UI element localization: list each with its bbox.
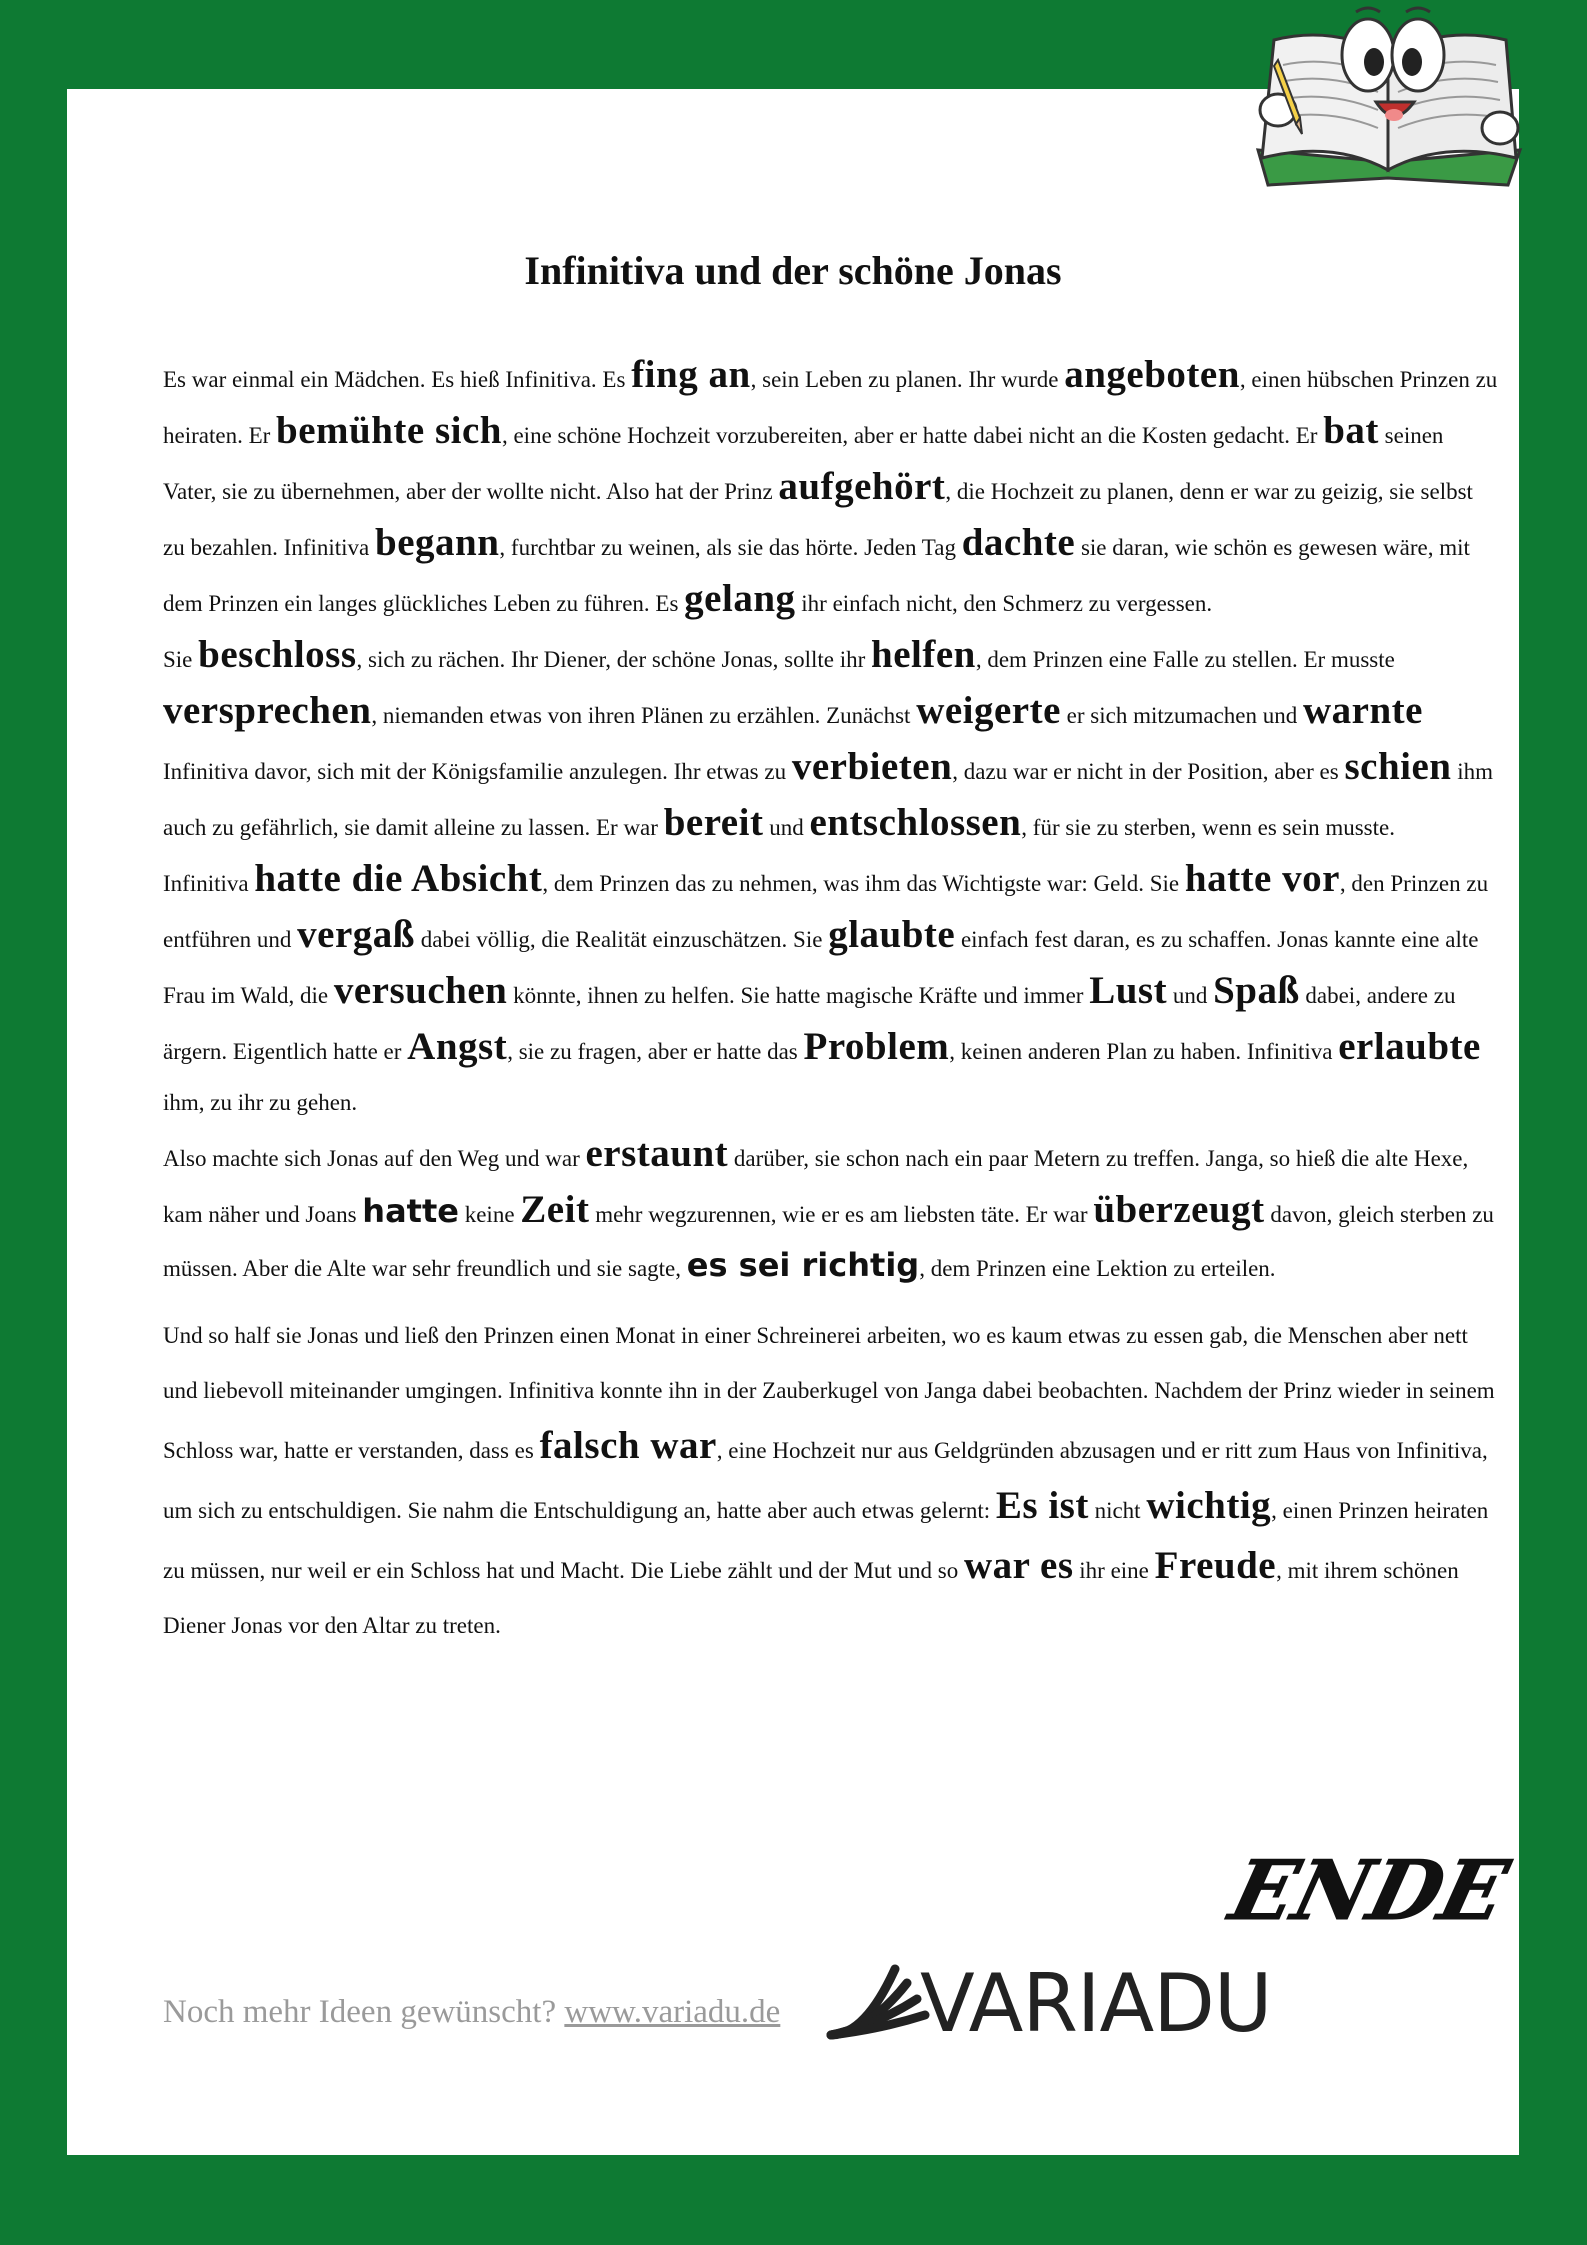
text: nicht	[1088, 1498, 1147, 1523]
website-link[interactable]: www.variadu.de	[564, 1994, 781, 2030]
highlight-word: Spaß	[1213, 969, 1300, 1012]
text: , dazu war er nicht in der Position, aber es	[952, 759, 1345, 784]
text: ihm auch zu gefährlich, sie damit alleine zu lassen. Er war	[163, 759, 1493, 840]
text: sie daran, wie schön es gewesen wäre, mit dem Prinzen ein langes glückliches Leben zu führen. Es	[163, 535, 1470, 616]
story-text	[163, 349, 1498, 1653]
highlight-word: hatte die Absicht	[254, 857, 543, 900]
highlight-word: weigerte	[916, 689, 1061, 732]
text: darüber, sie schon nach ein paar Metern zu treffen. Janga, so hieß die alte Hexe, kam näher und Joans	[163, 1146, 1469, 1227]
text: Sie	[163, 647, 199, 672]
text: , einen hübschen Prinzen zu heiraten. Er	[163, 367, 1498, 448]
highlight-word: beschloss	[198, 633, 357, 676]
highlight-word: hatte	[362, 1192, 459, 1230]
highlight-word: hatte vor	[1184, 857, 1340, 900]
text: dabei völlig, die Realität einzuschätzen. Sie	[414, 927, 829, 952]
ende-signature	[1202, 1839, 1522, 1939]
text: dabei, andere zu ärgern. Eigentlich hatte er	[163, 983, 1456, 1064]
highlight-word: es sei richtig	[686, 1246, 920, 1284]
book-mascot-icon	[1238, 0, 1538, 205]
highlight-word: Problem	[803, 1025, 950, 1068]
text: seinen Vater, sie zu übernehmen, aber der wollte nicht. Also hat der Prinz	[163, 423, 1444, 504]
text: keine	[458, 1202, 521, 1227]
text: ihm, zu ihr zu gehen.	[163, 1090, 358, 1115]
text: , sie zu fragen, aber er hatte das	[507, 1039, 804, 1064]
highlight-word: begann	[375, 521, 500, 564]
logo-text: VARIADU	[920, 1957, 1272, 2049]
footer-prompt-text: Noch mehr Ideen gewünscht?	[163, 1994, 565, 2030]
variadu-logo	[825, 1949, 1345, 2049]
text: , dem Prinzen eine Falle zu stellen. Er musste	[975, 647, 1395, 672]
highlight-word: erlaubte	[1338, 1025, 1481, 1068]
highlight-word: entschlossen	[809, 801, 1022, 844]
story-title: Infinitiva und der schöne Jonas	[524, 248, 1062, 293]
text: Infinitiva davor, sich mit der Königsfamilie anzulegen. Ihr etwas zu	[163, 759, 792, 784]
paragraph-4	[163, 1128, 1498, 1294]
text: , sein Leben zu planen. Ihr wurde	[750, 367, 1065, 392]
highlight-word: bat	[1323, 409, 1379, 452]
text: Und so half sie Jonas und ließ den Prinzen einen Monat in einer Schreinerei arbeiten, wo es kaum etwas zu essen gab, die Menschen aber nett und liebevoll miteinander umgingen. Infinitiva konnte ihn in der Zauberkugel von Janga dabei beobachten. Nachdem der Prinz wieder in seinem Schloss war, hatte er verstanden, dass es	[163, 1323, 1495, 1463]
footer-prompt	[163, 1994, 780, 2031]
paragraph-5	[163, 1308, 1498, 1653]
highlight-word: war es	[964, 1544, 1074, 1587]
text: , niemanden etwas von ihren Plänen zu erzählen. Zunächst	[371, 703, 917, 728]
highlight-word: erstaunt	[585, 1132, 729, 1175]
text: Es war einmal ein Mädchen. Es hieß Infinitiva. Es	[163, 367, 632, 392]
highlight-word: dachte	[961, 521, 1076, 564]
highlight-word: warnte	[1302, 689, 1423, 732]
highlight-word: bereit	[663, 801, 764, 844]
text: , sich zu rächen. Ihr Diener, der schöne Jonas, sollte ihr	[356, 647, 872, 672]
text: , dem Prinzen das zu nehmen, was ihm das Wichtigste war: Geld. Sie	[542, 871, 1185, 896]
text: , mit ihrem schönen Diener Jonas vor den Altar zu treten.	[163, 1558, 1459, 1638]
paragraph-3	[163, 853, 1498, 1128]
text: ihr einfach nicht, den Schmerz zu vergessen.	[795, 591, 1213, 616]
text: und	[763, 815, 810, 840]
highlight-word: aufgehört	[778, 465, 946, 508]
text: , furchtbar zu weinen, als sie das hörte. Jeden Tag	[499, 535, 962, 560]
highlight-word: helfen	[871, 633, 976, 676]
highlight-word: versprechen	[163, 689, 372, 732]
highlight-word: falsch war	[539, 1424, 717, 1467]
highlight-word: überzeugt	[1093, 1188, 1265, 1231]
text: , den Prinzen zu entführen und	[163, 871, 1489, 952]
text: Infinitiva	[163, 871, 255, 896]
paragraph-1	[163, 349, 1498, 629]
text: könnte, ihnen zu helfen. Sie hatte magische Kräfte und immer	[507, 983, 1090, 1008]
text: davon, gleich sterben zu müssen. Aber die Alte war sehr freundlich und sie sagte,	[163, 1202, 1494, 1281]
highlight-word: glaubte	[828, 913, 956, 956]
text: mehr wegzurennen, wie er es am liebsten täte. Er war	[589, 1202, 1094, 1227]
highlight-word: Zeit	[520, 1188, 590, 1231]
highlight-word: gelang	[684, 577, 796, 620]
highlight-word: vergaß	[297, 913, 415, 956]
highlight-word: fing an	[631, 353, 751, 396]
text: , die Hochzeit zu planen, denn er war zu geizig, sie selbst zu bezahlen. Infinitiva	[163, 479, 1473, 560]
highlight-word: wichtig	[1146, 1484, 1272, 1527]
logo-swoosh-icon	[831, 1969, 925, 2035]
text: Also machte sich Jonas auf den Weg und war	[163, 1146, 586, 1171]
text: und	[1167, 983, 1214, 1008]
highlight-word: bemühte sich	[276, 409, 502, 452]
highlight-word: schien	[1344, 745, 1452, 788]
text: , dem Prinzen eine Lektion zu erteilen.	[919, 1256, 1276, 1281]
ende-text: ENDE	[1221, 1842, 1517, 1939]
text: ihr eine	[1073, 1558, 1155, 1583]
text: einfach fest daran, es zu schaffen. Jonas kannte eine alte Frau im Wald, die	[163, 927, 1479, 1008]
paragraph-2	[163, 629, 1498, 853]
text: , keinen anderen Plan zu haben. Infinitiva	[949, 1039, 1339, 1064]
worksheet-page	[67, 89, 1519, 2155]
text: , für sie zu sterben, wenn es sein musste.	[1021, 815, 1395, 840]
text: , eine Hochzeit nur aus Geldgründen abzusagen und er ritt zum Haus von Infinitiva, um sich zu entschuldigen. Sie nahm die Entschuldigung an, hatte aber auch etwas gelernt:	[163, 1438, 1488, 1523]
highlight-word: Angst	[407, 1025, 508, 1068]
text: er sich mitzumachen und	[1060, 703, 1303, 728]
highlight-word: angeboten	[1064, 353, 1240, 396]
text: , einen Prinzen heiraten zu müssen, nur weil er ein Schloss hat und Macht. Die Liebe zählt und der Mut und so	[163, 1498, 1489, 1583]
highlight-word: Es ist	[995, 1484, 1089, 1527]
highlight-word: versuchen	[333, 969, 508, 1012]
text: , eine schöne Hochzeit vorzubereiten, aber er hatte dabei nicht an die Kosten gedacht. Er	[501, 423, 1324, 448]
highlight-word: verbieten	[791, 745, 953, 788]
highlight-word: Freude	[1154, 1544, 1277, 1587]
highlight-word: Lust	[1089, 969, 1168, 1012]
